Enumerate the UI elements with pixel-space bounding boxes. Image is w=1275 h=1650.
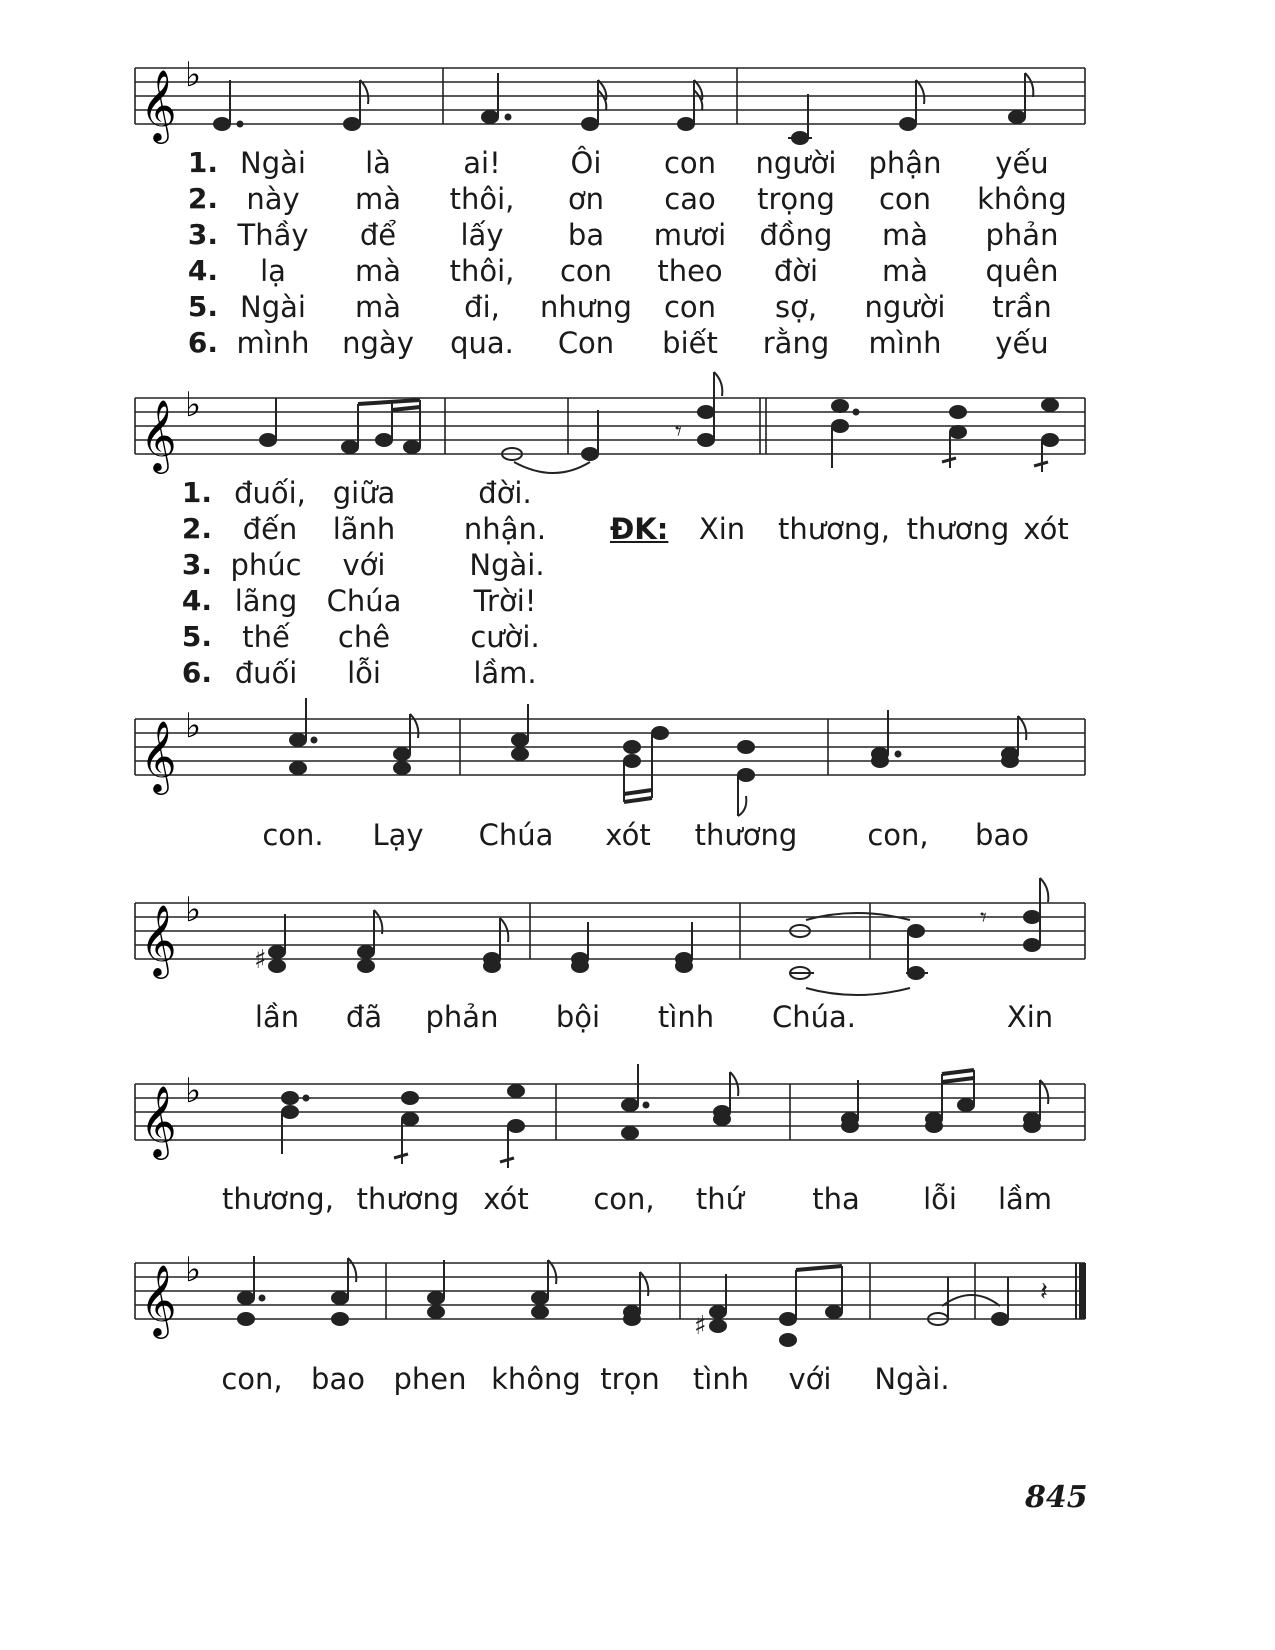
flat-key-signature-icon: ♭ xyxy=(185,706,202,746)
lyric-syllable: lầm xyxy=(997,1182,1053,1216)
lyric-syllable: con xyxy=(663,146,717,180)
lyric-syllable: Trời! xyxy=(473,584,537,618)
verse-number: 6. xyxy=(181,656,212,689)
lyric-syllable: trần xyxy=(992,290,1052,324)
lyric-syllable: đuối, xyxy=(234,476,306,510)
lyric-syllable: giữa xyxy=(332,476,396,510)
flat-key-signature-icon: ♭ xyxy=(185,1071,202,1111)
lyric-syllable: qua. xyxy=(450,326,514,360)
lyric-syllable: bội xyxy=(555,1000,601,1034)
flat-key-signature-icon: ♭ xyxy=(185,55,202,95)
lyric-syllable: thương xyxy=(356,1182,460,1216)
verse-number: 1. xyxy=(181,476,212,509)
verse-number: 5. xyxy=(181,620,212,653)
lyric-syllable: yếu xyxy=(995,326,1049,360)
lyric-syllable: ơn xyxy=(567,182,605,216)
lyric-syllable: lãng xyxy=(234,584,298,618)
lyric-syllable: người xyxy=(864,290,946,324)
lyric-syllable: con xyxy=(878,182,932,216)
lyric-syllable: Ngài xyxy=(240,290,306,324)
lyric-line xyxy=(0,1362,1275,1398)
lyric-syllable: mình xyxy=(236,326,310,360)
lyric-syllable: con xyxy=(663,290,717,324)
lyric-syllable: bao xyxy=(311,1362,365,1396)
lyric-syllable: tình xyxy=(692,1362,750,1396)
lyric-syllable: thương, xyxy=(778,512,890,546)
flat-key-signature-icon: ♭ xyxy=(185,890,202,930)
lyric-syllable: lấy xyxy=(460,218,504,252)
lyric-syllable: con, xyxy=(867,818,929,852)
treble-clef-icon: 𝄞 xyxy=(140,1084,177,1157)
lyric-syllable: con xyxy=(559,254,613,288)
final-barline xyxy=(1079,1263,1086,1319)
lyric-syllable: Con xyxy=(557,326,615,360)
lyric-syllable: xót xyxy=(483,1182,529,1216)
lyric-syllable: Chúa. xyxy=(772,1000,856,1034)
verse-number: 4. xyxy=(181,584,212,617)
flat-key-signature-icon: ♭ xyxy=(185,385,202,425)
lyric-syllable: mà xyxy=(354,254,402,288)
treble-clef-icon: 𝄞 xyxy=(140,68,177,141)
lyric-syllable: Ôi xyxy=(570,146,602,180)
lyric-syllable: mà xyxy=(881,218,929,252)
lyric-syllable: Ngài. xyxy=(874,1362,950,1396)
verse-number: 2. xyxy=(181,512,212,545)
lyric-syllable: đến xyxy=(242,512,298,546)
treble-clef-icon: 𝄞 xyxy=(140,1263,177,1336)
refrain-label: ĐK: xyxy=(610,512,669,546)
lyric-syllable: phản xyxy=(425,1000,499,1034)
lyric-syllable: Lạy xyxy=(372,818,424,852)
lyric-syllable: đời. xyxy=(478,476,532,510)
lyric-syllable: lỗi xyxy=(347,656,381,690)
lyric-syllable: phản xyxy=(985,218,1059,252)
lyric-syllable: yếu xyxy=(995,146,1049,180)
lyric-syllable: Thầy xyxy=(237,218,309,252)
lyric-syllable: này xyxy=(246,182,300,216)
lyric-syllable: cười. xyxy=(470,620,540,654)
lyric-syllable: đã xyxy=(345,1000,383,1034)
lyric-syllable: mươi xyxy=(653,218,727,252)
treble-clef-icon: 𝄞 xyxy=(140,398,177,471)
lyric-syllable: lạ xyxy=(260,254,286,288)
lyric-syllable: đuối xyxy=(234,656,298,690)
lyric-syllable: thương, xyxy=(222,1182,334,1216)
verse-number: 3. xyxy=(181,548,212,581)
svg-text:𝄾: 𝄾 xyxy=(980,903,987,933)
lyric-syllable: xót xyxy=(605,818,651,852)
lyric-syllable: trọng xyxy=(757,182,835,216)
lyric-syllable: sợ, xyxy=(774,290,818,324)
lyric-syllable: rằng xyxy=(762,326,830,360)
lyric-syllable: phúc xyxy=(230,548,302,582)
lyric-syllable: cao xyxy=(664,182,716,216)
verse-number: 1. xyxy=(187,146,218,179)
lyric-syllable: mà xyxy=(881,254,929,288)
lyric-syllable: thôi, xyxy=(449,254,515,288)
lyric-syllable: thứ xyxy=(695,1182,745,1216)
lyric-syllable: ngày xyxy=(342,326,414,360)
lyric-syllable: không xyxy=(977,182,1067,216)
treble-clef-icon: 𝄞 xyxy=(140,719,177,792)
lyric-syllable: lỗi xyxy=(923,1182,957,1216)
verse-number: 5. xyxy=(187,290,218,323)
lyric-syllable: Ngài. xyxy=(469,548,545,582)
lyric-syllable: Ngài xyxy=(240,146,306,180)
lyric-syllable: quên xyxy=(985,254,1059,288)
treble-clef-icon: 𝄞 xyxy=(140,903,177,976)
lyric-syllable: mình xyxy=(868,326,942,360)
lyric-syllable: đi, xyxy=(464,290,500,324)
lyric-syllable: con. xyxy=(262,818,324,852)
svg-text:♯: ♯ xyxy=(694,1311,707,1341)
lyric-syllable: thế xyxy=(242,620,290,654)
lyric-syllable: theo xyxy=(657,254,723,288)
lyric-syllable: ai! xyxy=(463,146,501,180)
svg-text:♯: ♯ xyxy=(254,945,267,975)
lyric-syllable: phen xyxy=(393,1362,467,1396)
lyric-syllable: lầm. xyxy=(473,656,537,690)
lyric-syllable: Chúa xyxy=(326,584,402,618)
lyric-syllable: nhận. xyxy=(463,512,547,546)
lyric-syllable: người xyxy=(755,146,837,180)
lyric-syllable: mà xyxy=(354,290,402,324)
lyric-syllable: để xyxy=(359,218,397,252)
verse-number: 2. xyxy=(187,182,218,215)
lyric-syllable: thôi, xyxy=(449,182,515,216)
lyric-syllable: đồng xyxy=(759,218,833,252)
lyric-syllable: đời xyxy=(773,254,819,288)
flat-key-signature-icon: ♭ xyxy=(185,1250,202,1290)
lyric-syllable: trọn xyxy=(600,1362,660,1396)
lyric-syllable: Xin xyxy=(1006,1000,1054,1034)
lyric-syllable: thương xyxy=(906,512,1010,546)
lyric-syllable: lần xyxy=(254,1000,300,1034)
lyric-syllable: với xyxy=(342,548,386,582)
lyric-syllable: tình xyxy=(657,1000,715,1034)
svg-text:𝄽: 𝄽 xyxy=(1040,1277,1048,1307)
verse-number: 4. xyxy=(187,254,218,287)
svg-text:𝄾: 𝄾 xyxy=(675,417,682,447)
lyric-syllable: là xyxy=(365,146,391,180)
lyric-syllable: lãnh xyxy=(332,512,396,546)
lyric-syllable: xót xyxy=(1023,512,1069,546)
lyric-syllable: không xyxy=(491,1362,581,1396)
lyric-syllable: với xyxy=(788,1362,832,1396)
lyric-syllable: con, xyxy=(221,1362,283,1396)
lyric-syllable: chê xyxy=(337,620,391,654)
lyric-syllable: tha xyxy=(812,1182,860,1216)
lyric-syllable: biết xyxy=(662,326,718,360)
lyric-syllable: nhưng xyxy=(540,290,632,324)
page-number: 845 xyxy=(1025,1480,1088,1515)
verse-number: 3. xyxy=(187,218,218,251)
verse-number: 6. xyxy=(187,326,218,359)
lyric-syllable: ba xyxy=(567,218,605,252)
lyric-syllable: bao xyxy=(975,818,1029,852)
lyric-syllable: phận xyxy=(868,146,942,180)
lyric-syllable: thương xyxy=(694,818,798,852)
lyric-syllable: Xin xyxy=(698,512,746,546)
lyric-syllable: con, xyxy=(593,1182,655,1216)
lyric-syllable: Chúa xyxy=(478,818,554,852)
lyric-syllable: mà xyxy=(354,182,402,216)
